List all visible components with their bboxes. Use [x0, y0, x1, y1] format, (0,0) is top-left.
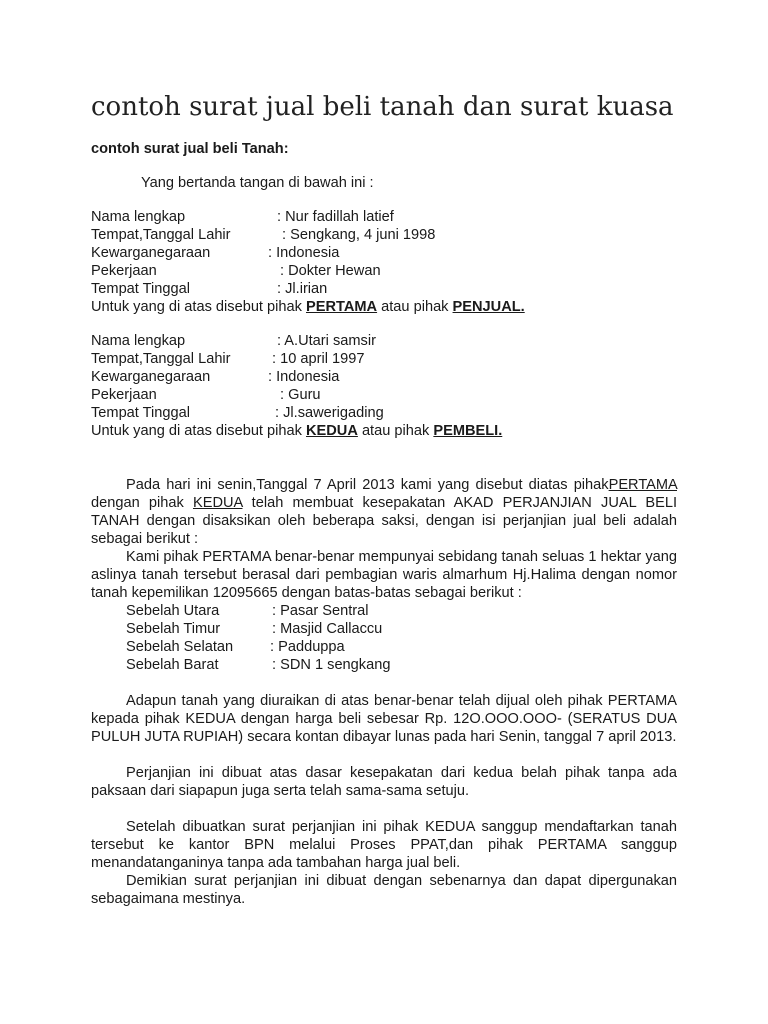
role-pertama: PERTAMA	[306, 299, 378, 315]
field-label: Nama lengkap	[91, 209, 186, 225]
paragraph-text: Pada hari ini senin,Tanggal 7 April 2013 kami yang disebut diatas pihak	[126, 477, 609, 493]
role-pembeli: PEMBELI.	[433, 423, 503, 439]
party2-job-row	[91, 386, 677, 404]
party-kedua-block	[91, 332, 677, 440]
field-label: Pekerjaan	[91, 387, 157, 403]
border-south-row	[126, 638, 677, 656]
field-label: Nama lengkap	[91, 333, 186, 349]
paragraph-opening	[91, 476, 677, 548]
border-north-row	[126, 602, 677, 620]
party1-summary	[91, 298, 677, 316]
border-value: : Padduppa	[270, 639, 345, 655]
letter-subtitle: contoh surat jual beli Tanah:	[91, 141, 289, 157]
field-value: : Sengkang, 4 juni 1998	[282, 227, 436, 243]
field-label: Tempat Tinggal	[91, 281, 190, 297]
paragraph-land-description: Kami pihak PERTAMA benar-benar mempunyai sebidang tanah seluas 1 hektar yang aslinya tanah tersebut berasal dari pembagian waris almarhum Hj.Halima dengan nomor tanah kepemilikan 12095665 dengan batas-batas sebagai berikut :	[91, 549, 677, 601]
land-borders-list	[91, 602, 677, 674]
party2-summary	[91, 422, 677, 440]
summary-text: atau pihak	[357, 423, 434, 439]
field-value: : 10 april 1997	[272, 351, 365, 367]
party2-name-row	[91, 332, 677, 350]
summary-text: Untuk yang di atas disebut pihak	[91, 299, 306, 315]
border-value: : Pasar Sentral	[272, 603, 369, 619]
border-label: Sebelah Utara	[126, 603, 220, 619]
field-value: : Guru	[280, 387, 321, 403]
page-title: contoh surat jual beli tanah dan surat kuasa	[91, 92, 674, 122]
border-label: Sebelah Selatan	[126, 639, 234, 655]
field-value: : Indonesia	[268, 369, 340, 385]
summary-text: atau pihak	[377, 299, 453, 315]
party2-address-row	[91, 404, 677, 422]
paragraph-closing: Demikian surat perjanjian ini dibuat dengan sebenarnya dan dapat dipergunakan sebagaimana mestinya.	[91, 873, 677, 907]
border-label: Sebelah Timur	[126, 621, 221, 637]
party1-birth-row	[91, 226, 677, 244]
role-kedua: KEDUA	[306, 423, 358, 439]
party2-nationality-row	[91, 368, 677, 386]
border-west-row	[126, 656, 677, 674]
party1-name-row	[91, 208, 677, 226]
paragraph-text: telah membuat kesepakatan AKAD PERJANJIAN JUAL BELI TANAH dengan disaksikan oleh beberapa saksi, dengan isi perjanjian jual beli adalah sebagai berikut :	[91, 495, 677, 547]
field-label: Tempat,Tanggal Lahir	[91, 227, 231, 243]
document-body	[91, 140, 677, 908]
field-value: : Indonesia	[268, 245, 340, 261]
field-label: Pekerjaan	[91, 263, 157, 279]
party-pertama-mention: PERTAMA	[608, 477, 677, 493]
party1-nationality-row	[91, 244, 677, 262]
field-label: Tempat,Tanggal Lahir	[91, 351, 231, 367]
party-kedua-mention: KEDUA	[192, 495, 243, 511]
paragraph-sale-price: Adapun tanah yang diuraikan di atas benar-benar telah dijual oleh pihak PERTAMA kepada pihak KEDUA dengan harga beli sebesar Rp. 12O.OOO.OOO- (SERATUS DUA PULUH JUTA RUPIAH) secara kontan dibayar lunas pada hari Senin, tanggal 7 april 2013.	[91, 693, 677, 745]
border-value: : SDN 1 sengkang	[272, 657, 391, 673]
border-label: Sebelah Barat	[126, 657, 219, 673]
border-value: : Masjid Callaccu	[272, 621, 383, 637]
paragraph-text: dengan pihak	[91, 495, 193, 511]
field-label: Kewarganegaraan	[91, 369, 211, 385]
border-east-row	[126, 620, 677, 638]
field-value: : A.Utari samsir	[277, 333, 376, 349]
agreement-body	[91, 476, 677, 908]
role-penjual: PENJUAL.	[452, 299, 525, 315]
party2-birth-row	[91, 350, 677, 368]
party1-job-row	[91, 262, 677, 280]
intro-line: Yang bertanda tangan di bawah ini :	[141, 175, 374, 191]
field-value: : Jl.irian	[277, 281, 328, 297]
paragraph-registration: Setelah dibuatkan surat perjanjian ini pihak KEDUA sanggup mendaftarkan tanah tersebut ke kantor BPN melalui Proses PPAT,dan pihak PERTAMA sanggup menandatanganinya tanpa ada tambahan harga jual beli.	[91, 819, 677, 871]
party-pertama-block	[91, 208, 677, 316]
field-value: : Nur fadillah latief	[277, 209, 394, 225]
field-value: : Dokter Hewan	[280, 263, 381, 279]
field-label: Kewarganegaraan	[91, 245, 211, 261]
paragraph-agreement-basis: Perjanjian ini dibuat atas dasar kesepakatan dari kedua belah pihak tanpa ada paksaan dari siapapun juga serta telah sama-sama setuju.	[91, 765, 677, 799]
field-value: : Jl.sawerigading	[275, 405, 384, 421]
field-label: Tempat Tinggal	[91, 405, 190, 421]
party1-address-row	[91, 280, 677, 298]
summary-text: Untuk yang di atas disebut pihak	[91, 423, 306, 439]
